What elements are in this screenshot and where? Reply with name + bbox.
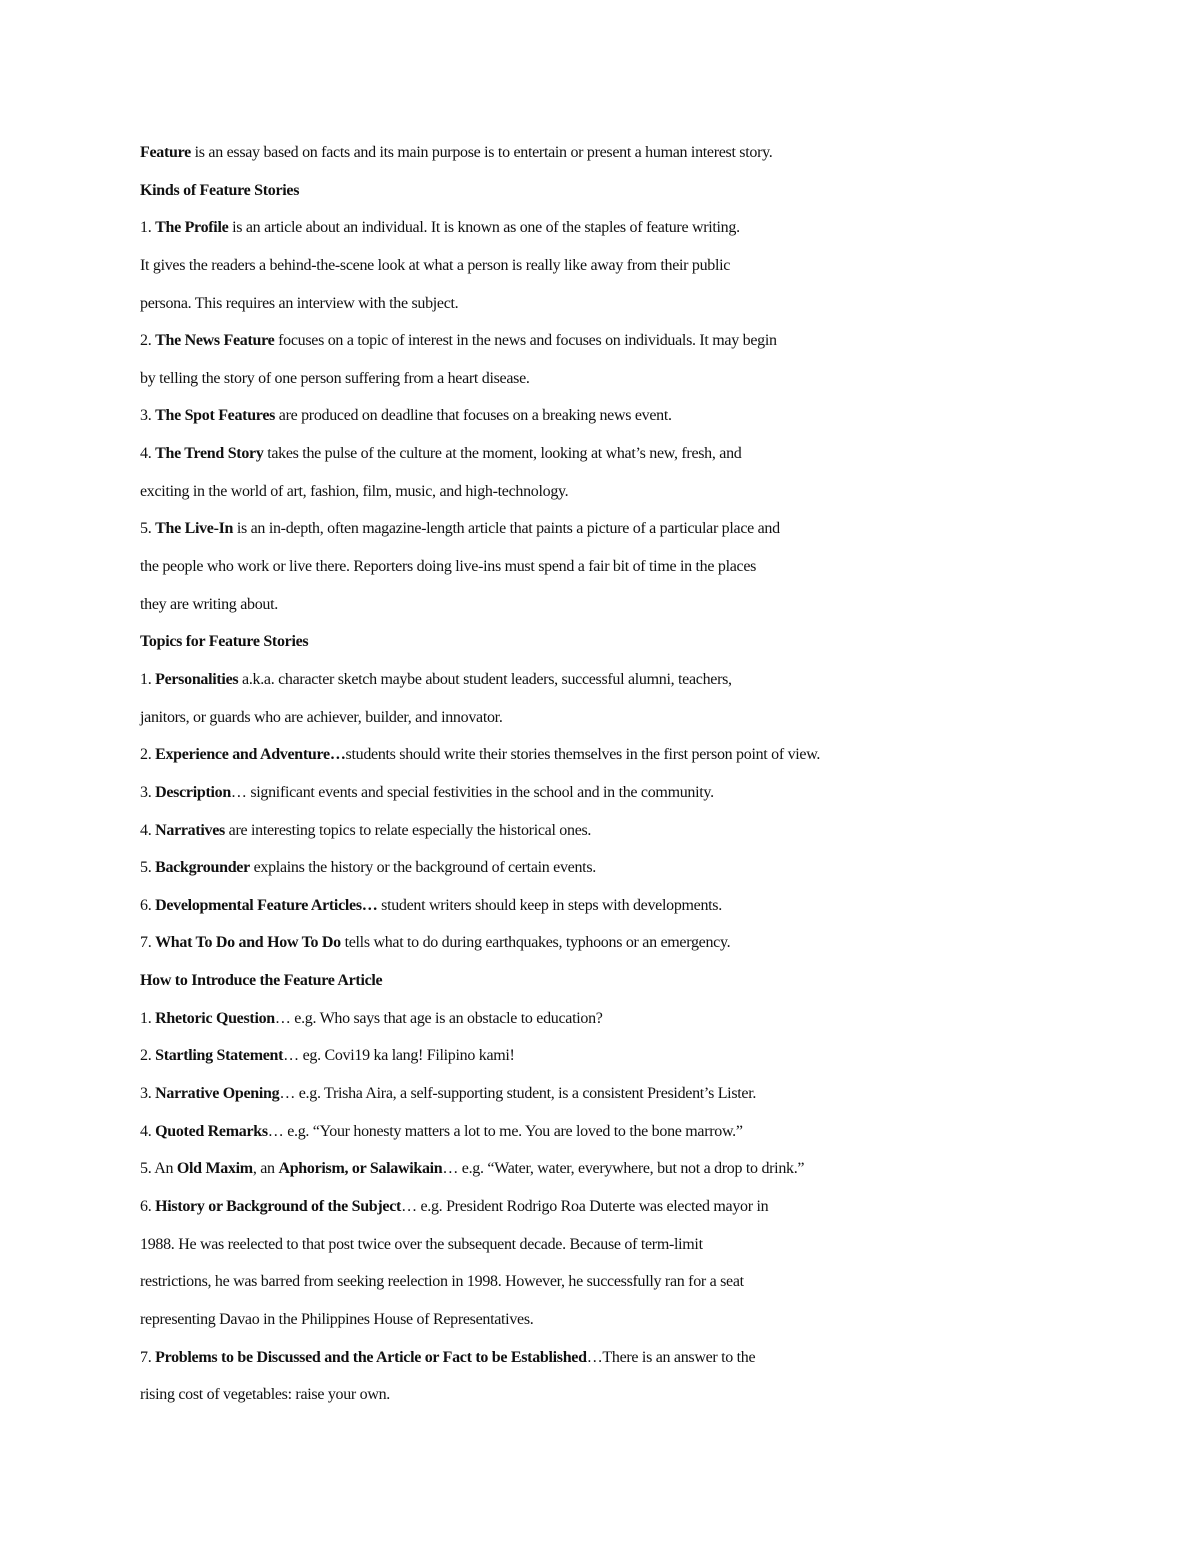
item-number: 7. [140, 934, 156, 952]
item-text: tells what to do during earthquakes, typhoons or an emergency. [340, 934, 731, 952]
item-text: student writers should keep in steps with developments. [377, 896, 722, 914]
item-term: Startling Statement [155, 1047, 284, 1065]
item-number: 7. [140, 1348, 156, 1366]
topics-item-6-line-1 [140, 893, 1040, 931]
item-text: … e.g. President Rodrigo Roa Duterte was elected mayor in [401, 1197, 769, 1215]
item-text: focuses on a topic of interest in the news and focuses on individuals. It may begin [274, 332, 777, 350]
item-separator: , an [252, 1160, 279, 1178]
introduce-item-3-line-1 [140, 1081, 1040, 1119]
kinds-item-5-line-1 [140, 516, 1040, 554]
introduce-item-6-line-2: 1988. He was reelected to that post twice over the subsequent decade. Because of term-limit [140, 1235, 703, 1253]
intro-text: is an essay based on facts and its main purpose is to entertain or present a human interest story. [190, 144, 773, 161]
intro-term: Feature [140, 144, 191, 161]
item-text: … e.g. “Water, water, everywhere, but not a drop to drink.” [442, 1160, 805, 1178]
item-text: takes the pulse of the culture at the moment, looking at what’s new, fresh, and [263, 445, 742, 463]
item-number: 2. [140, 332, 156, 350]
item-term: Backgrounder [155, 859, 250, 877]
item-prefix: 5. An [140, 1160, 177, 1178]
item-term: Narrative Opening [155, 1085, 280, 1103]
topics-item-5-line-1 [140, 855, 1040, 893]
topics-item-3-line-1 [140, 780, 1040, 818]
topics-item-1-line-1 [140, 667, 1040, 705]
item-number: 3. [140, 1085, 156, 1103]
item-number: 6. [140, 1197, 156, 1215]
item-number: 5. [140, 859, 156, 877]
item-text: … e.g. “Your honesty matters a lot to me. You are loved to the bone marrow.” [267, 1122, 743, 1140]
item-text: is an article about an individual. It is known as one of the staples of feature writing. [228, 219, 740, 237]
item-term: The Trend Story [155, 445, 264, 463]
item-text: …There is an answer to the [586, 1348, 756, 1366]
kinds-item-1-line-2: It gives the readers a behind-the-scene look at what a person is really like away from their public [140, 256, 731, 274]
item-text: are produced on deadline that focuses on a breaking news event. [275, 407, 672, 425]
introduce-item-7-line-2: rising cost of vegetables: raise your own. [140, 1386, 391, 1404]
item-term: Developmental Feature Articles… [155, 896, 378, 914]
document-body [140, 140, 1040, 1420]
topics-item-4-line-1 [140, 818, 1040, 856]
item-number: 1. [140, 1009, 156, 1027]
topics-heading [140, 629, 1040, 667]
item-text: … significant events and special festivities in the school and in the community. [230, 783, 714, 801]
item-text: a.k.a. character sketch maybe about student leaders, successful alumni, teachers, [238, 670, 732, 688]
item-number: 2. [140, 746, 156, 764]
item-term: Experience and Adventure… [155, 746, 346, 764]
item-term: History or Background of the Subject [155, 1197, 402, 1215]
item-number: 4. [140, 445, 156, 463]
topics-item-1-line-2: janitors, or guards who are achiever, builder, and innovator. [140, 708, 503, 726]
introduce-heading [140, 968, 1040, 1006]
kinds-heading-text: Kinds of Feature Stories [140, 181, 300, 199]
topics-heading-text: Topics for Feature Stories [140, 633, 309, 651]
item-term: The News Feature [155, 332, 275, 350]
item-text: is an in-depth, often magazine-length article that paints a picture of a particular place and [233, 520, 780, 538]
kinds-item-1-line-1 [140, 215, 1040, 253]
item-text: students should write their stories themselves in the first person point of view. [345, 746, 821, 764]
introduce-item-6-line-3: restrictions, he was barred from seeking reelection in 1998. However, he successfully ran for a seat [140, 1273, 744, 1291]
item-text: are interesting topics to relate especially the historical ones. [224, 821, 592, 839]
kinds-item-4-line-2: exciting in the world of art, fashion, film, music, and high-technology. [140, 482, 569, 500]
item-number: 4. [140, 821, 156, 839]
introduce-item-1-line-1 [140, 1006, 1040, 1044]
item-text: … eg. Covi19 ka lang! Filipino kami! [283, 1047, 515, 1065]
item-number: 5. [140, 520, 156, 538]
introduce-item-4-line-1 [140, 1119, 1040, 1157]
topics-item-7-line-1 [140, 930, 1040, 968]
introduce-item-5-line-1 [140, 1156, 1040, 1194]
item-term: Narratives [155, 821, 225, 839]
item-text: … e.g. Trisha Aira, a self-supporting student, is a consistent President’s Lister. [279, 1085, 757, 1103]
item-number: 1. [140, 670, 156, 688]
item-number: 4. [140, 1122, 156, 1140]
item-text: explains the history or the background of certain events. [249, 859, 596, 877]
item-text: … e.g. Who says that age is an obstacle to education? [274, 1009, 603, 1027]
intro-paragraph [140, 140, 1040, 178]
kinds-heading [140, 178, 1040, 216]
item-number: 6. [140, 896, 156, 914]
item-number: 1. [140, 219, 156, 237]
item-term-2: Aphorism, or Salawikain [278, 1160, 443, 1178]
item-term: The Profile [155, 219, 229, 237]
item-term: The Live-In [155, 520, 234, 538]
item-number: 3. [140, 407, 156, 425]
topics-item-2-line-1 [140, 742, 1040, 780]
kinds-item-4-line-1 [140, 441, 1040, 479]
kinds-item-5-line-3: they are writing about. [140, 595, 278, 613]
introduce-item-6-line-4: representing Davao in the Philippines House of Representatives. [140, 1310, 534, 1328]
item-term: Old Maxim [176, 1160, 253, 1178]
kinds-item-3-line-1 [140, 403, 1040, 441]
item-number: 2. [140, 1047, 156, 1065]
introduce-item-6-line-1 [140, 1194, 1040, 1232]
item-term: Quoted Remarks [155, 1122, 268, 1140]
introduce-item-7-line-1 [140, 1345, 1040, 1383]
item-number: 3. [140, 783, 156, 801]
introduce-heading-text: How to Introduce the Feature Article [140, 972, 383, 990]
item-term: Personalities [155, 670, 239, 688]
item-term: The Spot Features [155, 407, 276, 425]
kinds-item-5-line-2: the people who work or live there. Reporters doing live-ins must spend a fair bit of time in the places [140, 558, 757, 576]
item-term: What To Do and How To Do [155, 934, 341, 952]
kinds-item-2-line-2: by telling the story of one person suffering from a heart disease. [140, 369, 530, 387]
introduce-item-2-line-1 [140, 1043, 1040, 1081]
kinds-item-2-line-1 [140, 328, 1040, 366]
item-term: Description [155, 783, 231, 801]
item-term: Rhetoric Question [155, 1009, 275, 1027]
kinds-item-1-line-3: persona. This requires an interview with the subject. [140, 294, 459, 312]
item-term: Problems to be Discussed and the Article or Fact to be Established [155, 1348, 587, 1366]
